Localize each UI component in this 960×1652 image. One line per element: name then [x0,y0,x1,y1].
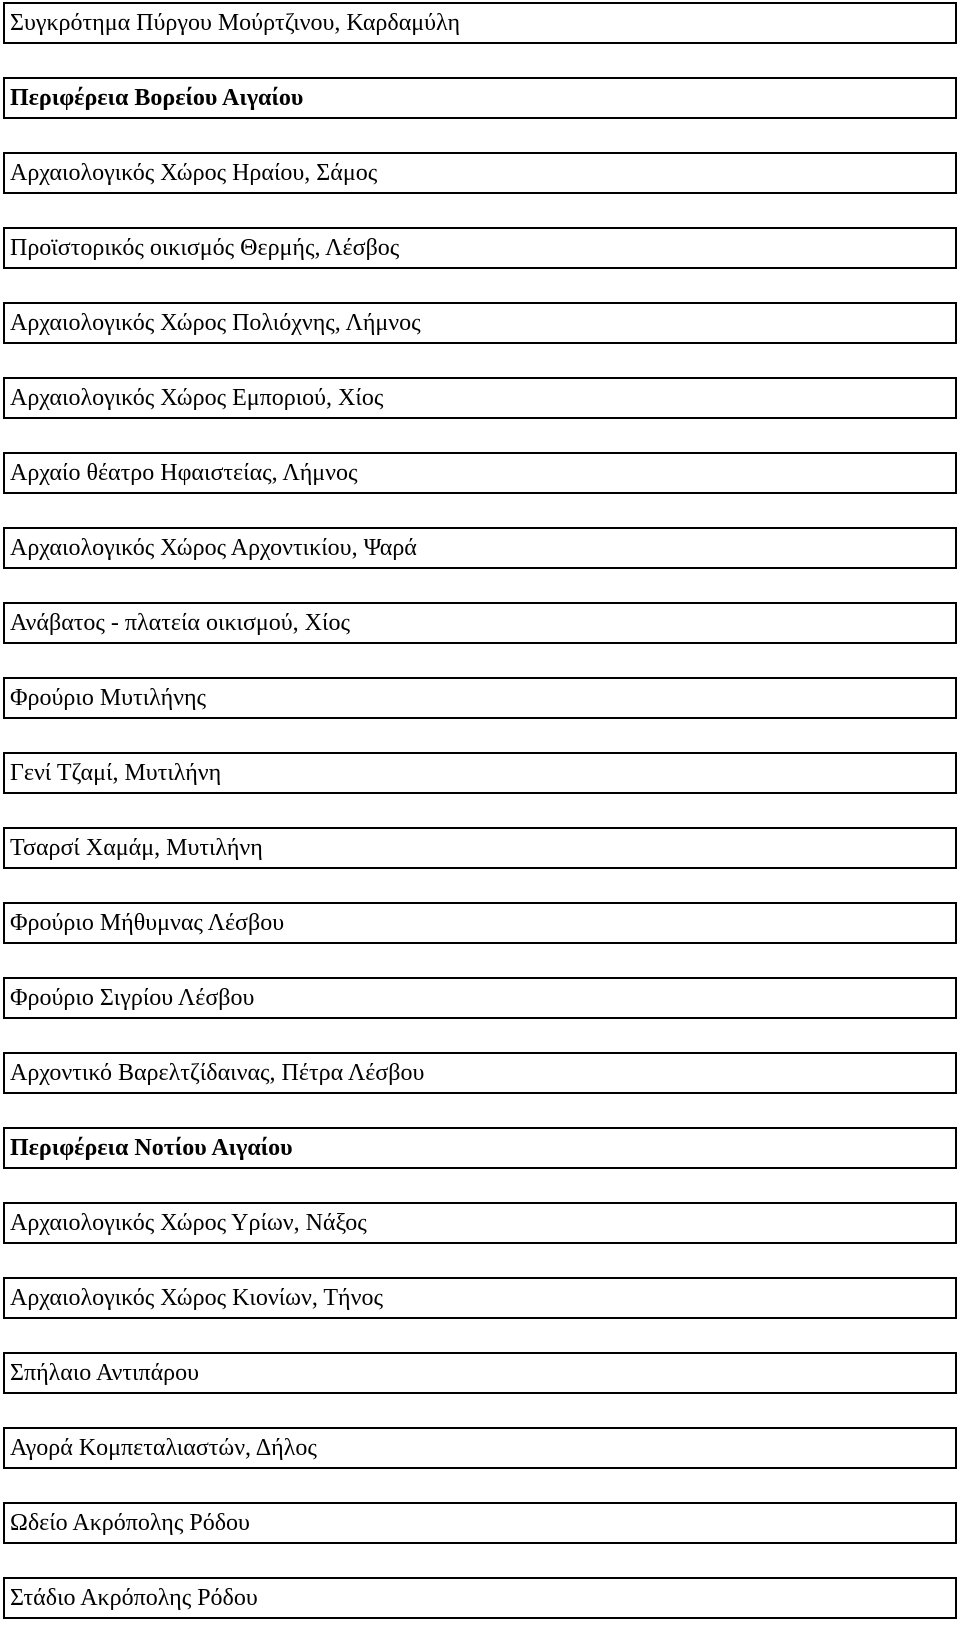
list-item: Ανάβατος - πλατεία οικισμού, Χίος [3,602,957,644]
list-item: Αρχοντικό Βαρελτζίδαινας, Πέτρα Λέσβου [3,1052,957,1094]
region-header: Περιφέρεια Βορείου Αιγαίου [3,77,957,119]
list-item: Τσαρσί Χαμάμ, Μυτιλήνη [3,827,957,869]
list-item: Αγορά Κομπεταλιαστών, Δήλος [3,1427,957,1469]
list-item: Προϊστορικός οικισμός Θερμής, Λέσβος [3,227,957,269]
list-item: Συγκρότημα Πύργου Μούρτζινου, Καρδαμύλη [3,2,957,44]
list-item: Αρχαιολογικός Χώρος Υρίων, Νάξος [3,1202,957,1244]
site-list [3,2,957,1652]
list-item: Ωδείο Ακρόπολης Ρόδου [3,1502,957,1544]
list-item: Αρχαίο θέατρο Ηφαιστείας, Λήμνος [3,452,957,494]
list-item: Φρούριο Μήθυμνας Λέσβου [3,902,957,944]
list-item: Αρχαιολογικός Χώρος Πολιόχνης, Λήμνος [3,302,957,344]
list-item: Γενί Τζαμί, Μυτιλήνη [3,752,957,794]
list-item: Σπήλαιο Αντιπάρου [3,1352,957,1394]
list-item: Αρχαιολογικός Χώρος Κιονίων, Τήνος [3,1277,957,1319]
list-item: Αρχαιολογικός Χώρος Εμποριού, Χίος [3,377,957,419]
list-item: Φρούριο Σιγρίου Λέσβου [3,977,957,1019]
list-item: Αρχαιολογικός Χώρος Αρχοντικίου, Ψαρά [3,527,957,569]
list-item: Φρούριο Μυτιλήνης [3,677,957,719]
region-header: Περιφέρεια Νοτίου Αιγαίου [3,1127,957,1169]
list-item: Στάδιο Ακρόπολης Ρόδου [3,1577,957,1619]
list-item: Αρχαιολογικός Χώρος Ηραίου, Σάμος [3,152,957,194]
